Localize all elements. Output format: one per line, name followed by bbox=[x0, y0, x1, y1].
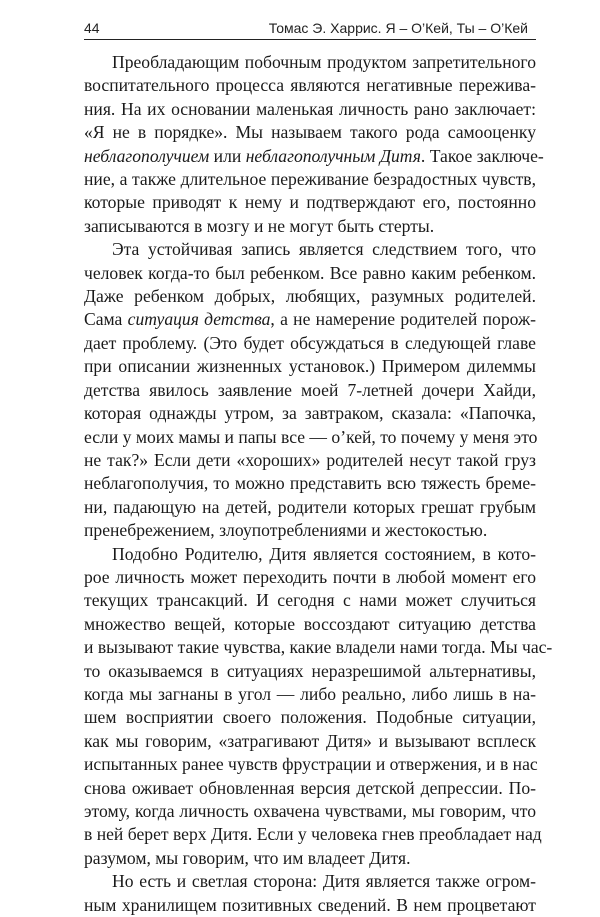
text-line bbox=[84, 777, 536, 800]
text-segment: пренебрежением, злоупотреблениями и жестокостью. bbox=[84, 520, 488, 541]
text-line bbox=[84, 823, 542, 846]
text-line bbox=[84, 613, 536, 636]
running-title: Томас Э. Харрис. Я – О’Кей, Ты – О’Кей bbox=[268, 20, 528, 36]
text-line bbox=[84, 402, 536, 425]
text-line bbox=[84, 426, 536, 449]
text-segment: неблагополучия, то можно представить всю тяжесть бреме- bbox=[84, 473, 536, 494]
text-line bbox=[84, 285, 536, 308]
paragraph bbox=[84, 51, 544, 238]
text-segment: «Я не в порядке». Мы называем такого рода самооценку bbox=[84, 122, 536, 143]
text-segment: человек когда-то был ребенком. Все равно каким ребенком. bbox=[84, 262, 536, 283]
text-segment: при описании жизненных установок.) Примером дилеммы bbox=[84, 356, 536, 377]
text-segment: которые приводят к нему и подтверждают его, постоянно bbox=[84, 192, 536, 213]
text-segment: Эта устойчивая запись является следствием того, что bbox=[112, 239, 536, 260]
text-line bbox=[84, 566, 536, 589]
text-segment: , а не намерение родителей порож- bbox=[270, 309, 536, 330]
text-segment: Преобладающим побочным продуктом запретительного bbox=[112, 52, 536, 72]
text-line bbox=[84, 800, 536, 823]
text-segment: испытанных ранее чувств фрустрации и отвержения, и в нас bbox=[84, 754, 538, 775]
text-line bbox=[84, 191, 536, 214]
text-line bbox=[84, 379, 536, 402]
text-segment: то оказываемся в ситуациях неразрешимой альтернативы, bbox=[84, 660, 536, 681]
text-line bbox=[84, 215, 536, 238]
text-segment: множество вещей, которые воссоздают ситуацию детства bbox=[84, 613, 536, 634]
paragraph bbox=[84, 543, 553, 871]
text-line bbox=[84, 519, 536, 542]
text-line bbox=[84, 51, 536, 74]
text-segment: ния. На их основании маленькая личность рано заключает: bbox=[84, 98, 536, 119]
body-text bbox=[84, 51, 553, 917]
text-segment: разумом, мы говорим, что им владеет Дитя. bbox=[84, 847, 411, 868]
text-segment: в ней берет верх Дитя. Если у человека гнев преобладает над bbox=[84, 824, 542, 845]
text-segment: если у моих мамы и папы все — о’кей, то почему у меня это bbox=[84, 426, 538, 447]
text-line bbox=[84, 753, 536, 776]
text-line bbox=[84, 636, 553, 659]
text-line bbox=[84, 894, 536, 917]
text-line bbox=[84, 121, 536, 144]
text-segment: Даже ребенком добрых, любящих, разумных родителей. bbox=[84, 286, 536, 307]
text-segment: ным хранилищем позитивных сведений. В нем процветают bbox=[84, 894, 536, 915]
text-line bbox=[84, 870, 536, 893]
text-segment: этому, когда личность охвачена чувствами, мы говорим, что bbox=[84, 801, 536, 821]
text-segment: как мы говорим, «затрагивают Дитя» и вызывают всплеск bbox=[84, 730, 536, 751]
text-line bbox=[84, 472, 536, 495]
text-segment: ни, падающую на детей, родители которых грешат грубым bbox=[84, 496, 536, 517]
text-segment: воспитательного процесса являются негативные пережива- bbox=[84, 75, 536, 96]
text-line bbox=[84, 355, 536, 378]
text-segment: когда мы загнаны в угол — либо реально, либо лишь в на- bbox=[84, 683, 536, 704]
text-line bbox=[84, 168, 536, 191]
text-segment: записываются в мозгу и не могут быть стерты. bbox=[84, 215, 435, 236]
text-line bbox=[84, 74, 536, 97]
text-line bbox=[84, 145, 544, 168]
paragraph bbox=[84, 870, 536, 917]
text-line bbox=[84, 449, 536, 472]
text-line bbox=[84, 543, 536, 566]
text-segment: не так?» Если дети «хороших» родителей несут такой груз bbox=[84, 449, 536, 470]
header-rule bbox=[84, 39, 536, 40]
text-line bbox=[84, 98, 536, 121]
text-segment: текущих трансакций. И сегодня с нами может случиться bbox=[84, 590, 536, 611]
text-line bbox=[84, 683, 536, 706]
text-line bbox=[84, 238, 536, 261]
italic-term: неблагополучием bbox=[84, 145, 210, 166]
text-segment: Сама bbox=[84, 309, 128, 330]
text-segment: которая однажды утром, за завтраком, сказала: «Папочка, bbox=[84, 403, 536, 424]
text-segment: детства явилось заявление моей 7-летней дочери Хайди, bbox=[84, 379, 536, 400]
text-line bbox=[84, 262, 536, 285]
paragraph bbox=[84, 238, 536, 542]
text-line bbox=[84, 496, 536, 519]
text-line bbox=[84, 589, 536, 612]
text-segment: . Такое заключе- bbox=[420, 145, 544, 166]
text-segment: Подобно Родителю, Дитя является состоянием, в кото- bbox=[112, 543, 536, 564]
italic-term: неблагополучным Дитя bbox=[245, 145, 421, 166]
text-segment: Но есть и светлая сторона: Дитя является также огром- bbox=[112, 871, 536, 892]
text-line bbox=[84, 332, 536, 355]
text-segment: или bbox=[209, 145, 246, 166]
text-segment: рое личность может переходить почти в любой момент его bbox=[84, 566, 536, 587]
page-number: 44 bbox=[84, 20, 100, 36]
text-line bbox=[84, 706, 536, 729]
text-segment: снова оживает обновленная версия детской депрессии. По- bbox=[84, 777, 536, 798]
text-segment: шем восприятии своего положения. Подобные ситуации, bbox=[84, 707, 536, 728]
text-line bbox=[84, 660, 536, 683]
italic-term: ситуация детства bbox=[127, 309, 271, 330]
text-segment: и вызывают такие чувства, какие владели нами тогда. Мы час- bbox=[84, 637, 553, 658]
text-segment: ние, а также длительное переживание безрадостных чувств, bbox=[84, 169, 536, 190]
text-line bbox=[84, 308, 536, 331]
text-line bbox=[84, 847, 536, 870]
text-segment: дает проблему. (Это будет обсуждаться в следующей главе bbox=[84, 332, 536, 353]
